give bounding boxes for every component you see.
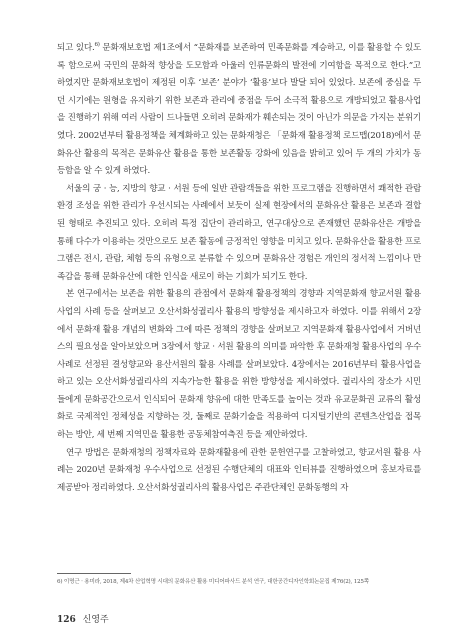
page-footer xyxy=(57,612,109,625)
page-number: 126 xyxy=(57,615,76,625)
paragraph-4: 연구 방법은 문화재청의 정책자료와 문화재활용에 관한 문헌연구를 고찰하였고, 향교서원 활용 사례는 2020년 문화재청 우수사업으로 선정된 수행단체의 대표와 인터뷰를 진행하였으며 홍보자료를 제공받아 정리하였다. 오산서화성궐리사의 활용사업은 주관단체인 문화동행의 자 xyxy=(57,447,421,493)
paragraph-1 xyxy=(57,40,421,181)
footnote-ref-6[interactable]: 6) xyxy=(94,42,100,49)
paragraph-1-rest: 문화재보호법 제1조에서 “문화재를 보존하여 민족문화를 계승하고, 이를 활용할 수 있도록 함으로써 국민의 문화적 향상을 도모함과 아울러 인류문화의 발전에 기여함을 목적으로 한다.”고 하였지만 문화재보호법이 제정된 이후 ‘보존’ 분야가 ‘활용’보다 발달 되어 있었다. 보존에 중심을 두던 시기에는 원형을 유지하기 위한 보존과 관리에 중점을 두어 소극적 활용으로 개방되었고 활용사업을 진행하기 위해 여러 사람이 드나들면 오히려 문화재가 훼손되는 것이 아닌가 의문을 가지는 분위기였다. 2002년부터 활용정책을 체계화하고 있는 문화재청은 「문화재 활용정책 로드맵(2018)에서 문화유산 활용의 목적은 문화유산 활용을 통한 보존활동 강화에 있음을 밝히고 있어 두 개의 가치가 동등함을 알 수 있게 하였다. xyxy=(57,43,422,177)
paragraph-1-start: 되고 있다. xyxy=(57,43,95,53)
paragraph-3: 본 연구에서는 보존을 위한 활용의 관점에서 문화재 활용정책의 경향과 지역문화재 향교서원 활용사업의 사례 등을 살펴보고 오산서화성궐리사 활용의 방향성을 제시하고자 하였다. 이를 위해서 2장에서 문화재 활용 개념의 변화와 그에 따른 정책의 경향을 살펴보고 지역문화재 활용사업에서 거버넌스의 필요성을 알아보았으며 3장에서 향교 · 서원 활용의 의미를 파악한 후 문화재청 활용사업의 우수사례로 선정된 결성향교와 용산서원의 활용 사례를 살펴보았다. 4장에서는 2016년부터 활용사업을 하고 있는 오산서화성궐리사의 지속가능한 활용을 위한 방향성을 제시하였다. 궐리사의 장소가 시민들에게 문화공간으로서 인식되어 문화재 향유에 대한 만족도를 높이는 것과 유교문화권 교류의 활성화로 국제적인 정체성을 지향하는 것, 둘째로 문화기술을 적용하여 디지털기반의 콘텐츠산업을 접목하는 방안, 세 번째 지역민을 활용한 공동체참여측진 등을 제안하였다. xyxy=(57,289,421,441)
body-text xyxy=(57,40,421,497)
running-head-author: 신영주 xyxy=(82,615,109,625)
paragraph-2: 서울의 궁 · 능, 지방의 향교 · 서원 등에 일반 관람객들을 위한 프로그램을 진행하면서 쾌적한 관람환경 조성을 위한 관리가 우선시되는 사례에서 보듯이 실제 현장에서의 문화유산 활용은 보존과 결합된 형태로 추진되고 있다. 오히려 특정 집단이 관리하고, 연구대상으로 존재했던 문화유산은 개방을 통해 다수가 이용하는 것만으로도 보존 활동에 긍정적인 영향을 미치고 있다. 문화유산을 활용한 프로그램은 전시, 관람, 체험 등의 유형으로 분류할 수 있으며 문화유산 경험은 개인의 정서적 느낌이나 만족감을 통해 문화유산에 대한 인식을 새로이 하는 기회가 되기도 한다. xyxy=(57,183,421,282)
footnote-6: 6) 이명근 · 용미라, 2018, 제4차 산업혁명 시대의 문화유산 활용 미디어파사드 분석 연구, 대한공간디자인학회논문집 제76(2), 125쪽 xyxy=(57,579,369,585)
footnote-divider xyxy=(57,573,131,574)
